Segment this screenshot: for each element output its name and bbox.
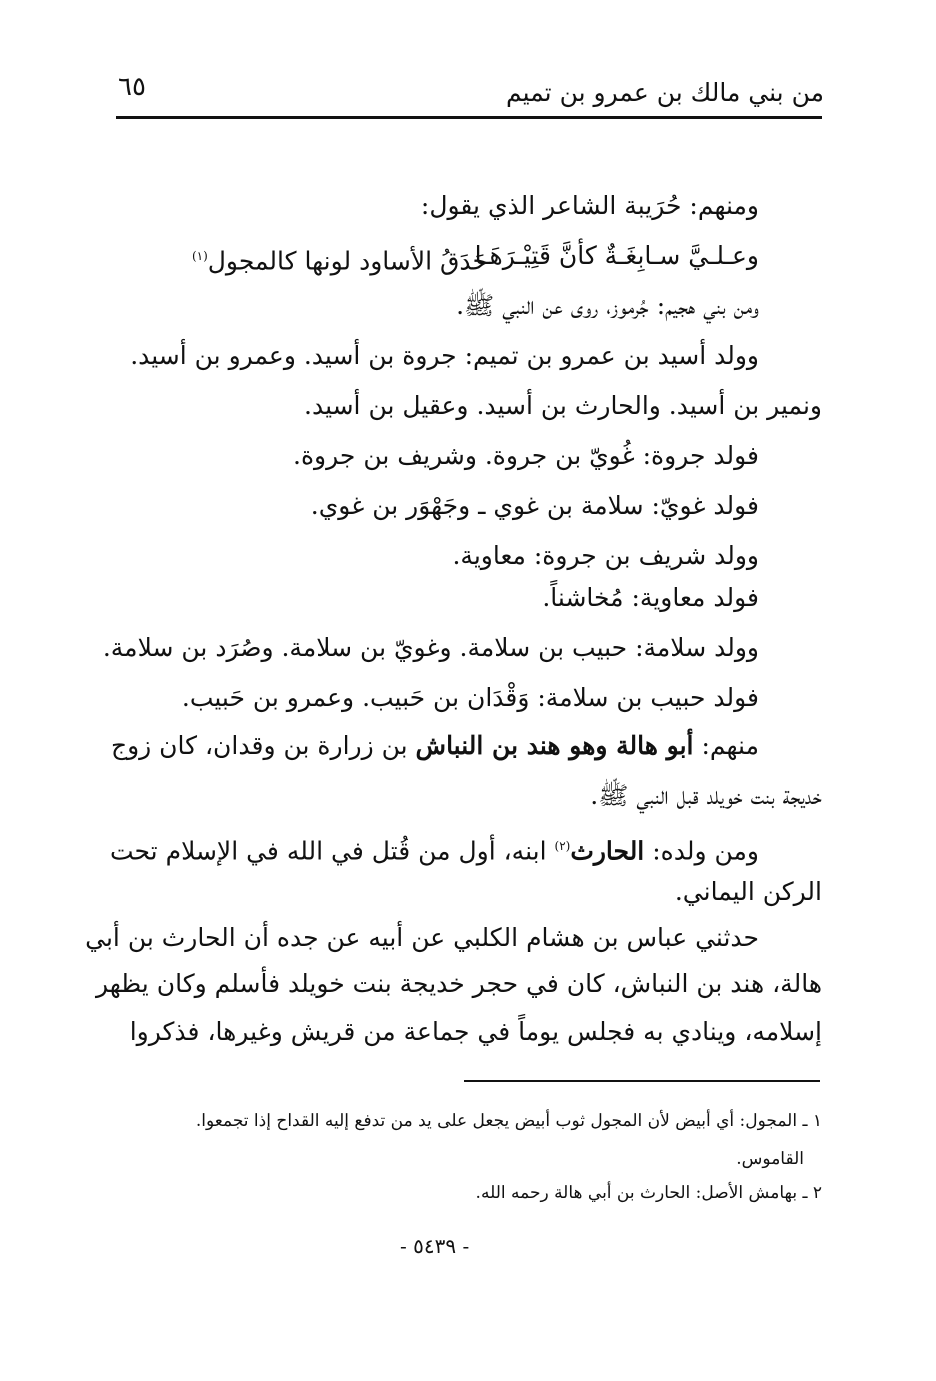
body-line: ومنهم: حُرَيبة الشاعر الذي يقول: xyxy=(420,191,759,220)
verse-hemistich-second xyxy=(192,238,488,279)
footnote-2: ٢ ـ بهامش الأصل: الحارث بن أبي هالة رحمه الله. xyxy=(475,1183,822,1203)
body-line: حدثني عباس بن هشام الكلبي عن أبيه عن جده أن الحارث بن أبي xyxy=(85,923,759,952)
body-line: فولد غويّ: سلامة بن غوي ـ وجَهْوَر بن غوي. xyxy=(310,491,759,520)
body-line: ومن بني هجيم: جُرموز، روى عن النبي ﷺ. xyxy=(456,291,759,320)
body-text: منهم: xyxy=(701,731,759,760)
body-line: فولد حبيب بن سلامة: وَقْدَان بن حَبيب. وعمرو بن حَبيب. xyxy=(181,683,759,712)
body-line: وولد سلامة: حبيب بن سلامة. وغويّ بن سلامة. وصُرَد بن سلامة. xyxy=(102,633,759,662)
body-line: فولد جروة: غُويّ بن جروة. وشريف بن جروة. xyxy=(293,441,759,470)
header-rule xyxy=(116,116,822,119)
running-header-page-number: ٦٥ xyxy=(118,72,146,102)
body-line xyxy=(111,728,759,764)
footnote-separator xyxy=(464,1080,820,1082)
body-line: وولد شريف بن جروة: معاوية. xyxy=(452,541,759,570)
body-line: إسلامه، وينادي به فجلس يوماً في جماعة من قريش وغيرها، فذكروا xyxy=(129,1017,822,1046)
body-line: هالة، هند بن النباش، كان في حجر خديجة بنت خويلد فأسلم وكان يظهر xyxy=(95,969,822,998)
body-bold-name: الحارث xyxy=(570,836,645,866)
verse-hemistich-first: وعـلـيَّ سـابِغَـةٌ كأنَّ قَتِيْـرَهَـا xyxy=(474,241,759,270)
footnote-1-continued: القاموس. xyxy=(736,1149,804,1169)
body-line: وولد أسيد بن عمرو بن تميم: جروة بن أسيد. وعمرو بن أسيد. xyxy=(130,341,759,370)
footnote-marker-2: (٢) xyxy=(554,839,571,853)
body-line: الركن اليماني. xyxy=(674,877,822,906)
running-header-title: من بني مالك بن عمرو بن تميم xyxy=(506,78,824,107)
footer-page-marker: - ٥٤٣٩ - xyxy=(400,1234,470,1258)
body-text: ومن ولده: xyxy=(652,836,759,866)
body-line: ونمير بن أسيد. والحارث بن أسيد. وعقيل بن أسيد. xyxy=(304,391,822,420)
body-line xyxy=(110,828,759,869)
body-text: ابنه، أول من قُتل في الله في الإسلام تحت xyxy=(110,836,547,866)
footnote-marker-1: (١) xyxy=(191,249,208,263)
verse-hemistich-second-text: حَدَقُ الأساود لونها كالمجول xyxy=(207,246,488,276)
body-text: بن زرارة بن وقدان، كان زوج xyxy=(110,731,408,760)
body-line: فولد معاوية: مُخاشناً. xyxy=(542,583,759,612)
body-bold-name: أبو هالة وهو هند بن النباش xyxy=(415,731,694,760)
footnote-1: ١ ـ المجول: أي أبيض لأن المجول ثوب أبيض يجعل على يد من تدفع إليه القداح إذا تجمعوا. xyxy=(195,1111,822,1131)
body-line: خديجة بنت خويلد قبل النبي ﷺ. xyxy=(590,781,822,810)
